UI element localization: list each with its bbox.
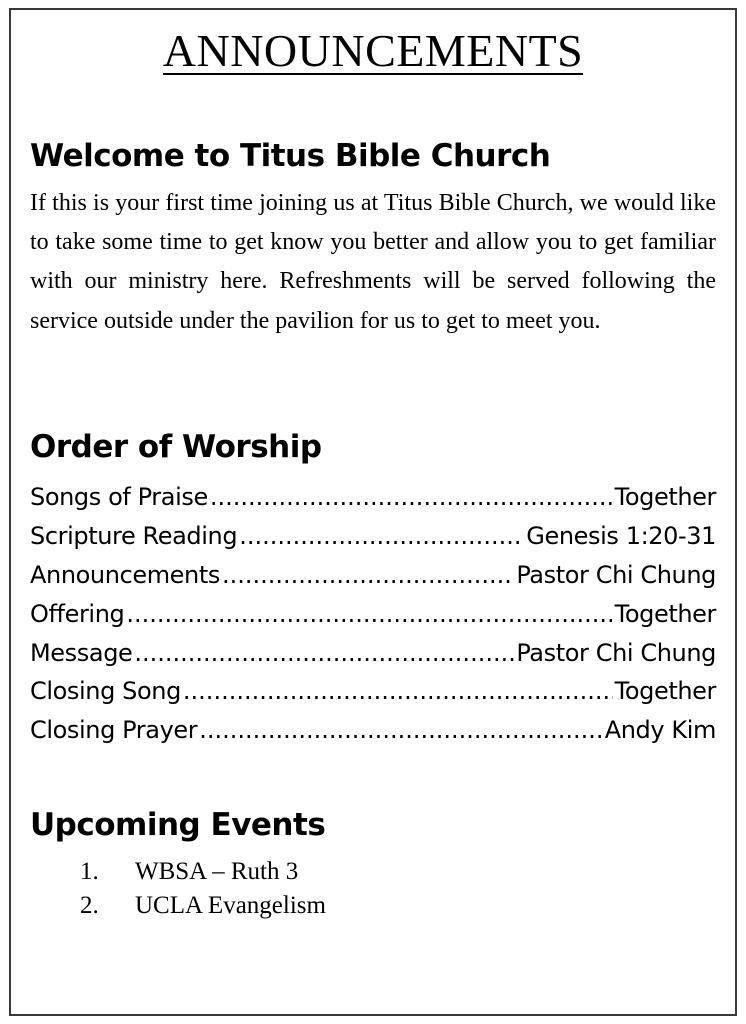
upcoming-events-heading: Upcoming Events xyxy=(30,807,326,843)
welcome-paragraph: If this is your first time joining us at Titus Bible Church, we would like to take some time to get know you better and allow you to get familiar with our ministry here. Refreshments will be served following the service outside under the pavilion for us to get to meet you. xyxy=(30,190,716,334)
worship-item xyxy=(30,672,716,711)
worship-item xyxy=(30,556,716,595)
page-title xyxy=(0,26,746,76)
dot-leader xyxy=(239,517,524,556)
worship-item-leader: Pastor Chi Chung xyxy=(516,560,716,589)
worship-item-leader: Together xyxy=(614,483,716,511)
order-of-worship-list xyxy=(30,478,716,750)
worship-item xyxy=(30,595,716,634)
dot-leader xyxy=(199,711,603,750)
event-text: UCLA Evangelism xyxy=(135,892,326,919)
worship-item-label: Message xyxy=(30,638,133,667)
worship-item-leader: Andy Kim xyxy=(604,716,716,745)
dot-leader xyxy=(210,478,613,517)
order-of-worship-heading: Order of Worship xyxy=(30,429,322,465)
event-item xyxy=(80,889,326,923)
worship-item-label: Offering xyxy=(30,599,125,628)
page-title-text: ANNOUNCEMENTS xyxy=(162,25,584,76)
worship-item xyxy=(30,711,716,750)
worship-item-label: Scripture Reading xyxy=(30,521,238,550)
worship-item-leader: Pastor Chi Chung xyxy=(516,638,716,667)
welcome-heading: Welcome to Titus Bible Church xyxy=(30,138,551,174)
event-item xyxy=(80,855,326,889)
worship-item xyxy=(30,478,716,517)
worship-item-label: Announcements xyxy=(30,560,220,589)
worship-item xyxy=(30,634,716,673)
event-text: WBSA – Ruth 3 xyxy=(135,858,299,885)
worship-item xyxy=(30,517,716,556)
event-number: 2. xyxy=(80,892,99,919)
worship-item-leader: Together xyxy=(614,677,716,706)
worship-item-leader: Together xyxy=(614,599,716,628)
worship-item-leader: Genesis 1:20-31 xyxy=(526,521,716,550)
worship-item-label: Closing Song xyxy=(30,677,181,706)
dot-leader xyxy=(222,556,514,595)
dot-leader xyxy=(134,634,514,673)
upcoming-events-list xyxy=(80,855,326,923)
dot-leader xyxy=(126,595,612,634)
event-number: 1. xyxy=(80,858,99,885)
dot-leader xyxy=(183,672,613,711)
worship-item-label: Songs of Praise xyxy=(30,483,208,511)
worship-item-label: Closing Prayer xyxy=(30,716,198,745)
